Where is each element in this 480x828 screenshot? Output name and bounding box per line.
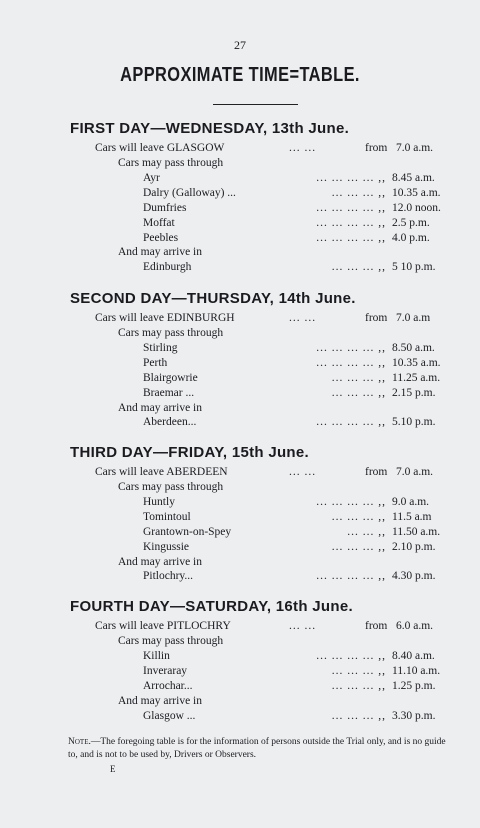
stop-place: Blairgowrie: [143, 372, 198, 384]
leader-dots: ... ... ... ,,: [331, 261, 386, 273]
arrival-time: 3.30 p.m.: [392, 710, 436, 722]
stop-time: 11.10 a.m.: [392, 665, 441, 677]
departure-time: 7.0 a.m: [396, 312, 431, 324]
pass-through-label-row: [0, 481, 480, 495]
day-heading: SECOND DAY—THURSDAY, 14th June.: [70, 290, 356, 307]
footnote-text: —The foregoing table is for the information of persons outside the Trial only, and is no guide to, and is not to be used by, Drivers or Observers.: [68, 737, 446, 760]
departure-time: 6.0 a.m.: [396, 620, 434, 632]
arrival-label: And may arrive in: [118, 556, 202, 568]
stop-place: Tomintoul: [143, 511, 191, 523]
stop-time: 2.5 p.m.: [392, 217, 430, 229]
stop-row: [0, 202, 480, 216]
leader-dots: ... ... ... ,,: [331, 541, 386, 553]
arrival-place: Edinburgh: [143, 261, 192, 273]
stop-place: Dumfries: [143, 202, 187, 214]
departure-row: [0, 142, 480, 156]
arrival-time: 4.30 p.m.: [392, 570, 436, 582]
stop-time: 8.45 a.m.: [392, 172, 435, 184]
arrival-label-row: [0, 695, 480, 709]
from-label: from: [365, 312, 388, 324]
stop-row: [0, 342, 480, 356]
pass-through-label: Cars may pass through: [118, 327, 224, 339]
stop-time: 4.0 p.m.: [392, 232, 430, 244]
leader-dots: ... ... ... ,,: [331, 511, 386, 523]
leader-dots: ... ... ... ,,: [331, 387, 386, 399]
arrival-row: [0, 416, 480, 430]
leader-dots: ... ... ... ... ,,: [316, 570, 386, 582]
stop-row: [0, 496, 480, 510]
stop-row: [0, 526, 480, 540]
arrival-label-row: [0, 402, 480, 416]
signature-mark: E: [110, 764, 116, 774]
leader-dots: ... ... ,,: [347, 526, 386, 538]
pass-through-label: Cars may pass through: [118, 481, 224, 493]
stop-place: Huntly: [143, 496, 175, 508]
stop-time: 10.35 a.m.: [392, 187, 441, 199]
pass-through-label: Cars may pass through: [118, 635, 224, 647]
arrival-label: And may arrive in: [118, 695, 202, 707]
pass-through-label: Cars may pass through: [118, 157, 224, 169]
stop-place: Kingussie: [143, 541, 189, 553]
stop-row: [0, 372, 480, 386]
title-rule: [213, 104, 298, 105]
departure-row: [0, 620, 480, 634]
stop-time: 12.0 noon.: [392, 202, 441, 214]
stop-row: [0, 680, 480, 694]
arrival-place: Glasgow ...: [143, 710, 196, 722]
leader-dots: ... ... ... ... ,,: [316, 650, 386, 662]
leader-dots: ... ... ... ... ,,: [316, 232, 386, 244]
leader-dots: ... ...: [289, 466, 317, 478]
stop-time: 11.25 a.m.: [392, 372, 441, 384]
stop-place: Braemar ...: [143, 387, 195, 399]
leader-dots: ... ... ... ... ,,: [316, 357, 386, 369]
stop-time: 2.10 p.m.: [392, 541, 436, 553]
stop-time: 11.5 a.m: [392, 511, 432, 523]
leader-dots: ... ... ... ... ,,: [316, 202, 386, 214]
leader-dots: ... ...: [289, 620, 317, 632]
page-number: 27: [234, 38, 246, 52]
leader-dots: ... ...: [289, 312, 317, 324]
leader-dots: ... ... ... ... ,,: [316, 172, 386, 184]
stop-place: Ayr: [143, 172, 160, 184]
departure-label: Cars will leave EDINBURGH: [95, 312, 235, 324]
stop-time: 9.0 a.m.: [392, 496, 430, 508]
departure-label: Cars will leave PITLOCHRY: [95, 620, 231, 632]
day-heading: THIRD DAY—FRIDAY, 15th June.: [70, 444, 310, 461]
stop-place: Perth: [143, 357, 168, 369]
stop-row: [0, 541, 480, 555]
from-label: from: [365, 142, 388, 154]
stop-place: Grantown-on-Spey: [143, 526, 232, 538]
departure-time: 7.0 a.m.: [396, 142, 434, 154]
leader-dots: ... ... ... ... ,,: [316, 416, 386, 428]
stop-row: [0, 232, 480, 246]
leader-dots: ... ... ... ,,: [331, 187, 386, 199]
leader-dots: ... ...: [289, 142, 317, 154]
arrival-place: Pitlochry...: [143, 570, 194, 582]
stop-place: Arrochar...: [143, 680, 193, 692]
stop-time: 8.40 a.m.: [392, 650, 435, 662]
footnote-label: Note.: [68, 737, 91, 747]
arrival-place: Aberdeen...: [143, 416, 197, 428]
stop-row: [0, 217, 480, 231]
page-title: APPROXIMATE TIME=TABLE.: [120, 64, 360, 86]
departure-row: [0, 466, 480, 480]
stop-row: [0, 511, 480, 525]
pass-through-label-row: [0, 327, 480, 341]
from-label: from: [365, 620, 388, 632]
arrival-row: [0, 570, 480, 584]
arrival-label: And may arrive in: [118, 402, 202, 414]
stop-place: Dalry (Galloway) ...: [143, 187, 236, 199]
arrival-label-row: [0, 556, 480, 570]
footnote: [68, 736, 448, 762]
leader-dots: ... ... ... ,,: [331, 680, 386, 692]
stop-time: 1.25 p.m.: [392, 680, 436, 692]
leader-dots: ... ... ... ,,: [331, 710, 386, 722]
departure-time: 7.0 a.m.: [396, 466, 434, 478]
day-heading: FOURTH DAY—SATURDAY, 16th June.: [70, 598, 353, 615]
departure-label: Cars will leave GLASGOW: [95, 142, 225, 154]
from-label: from: [365, 466, 388, 478]
stop-place: Inveraray: [143, 665, 188, 677]
stop-place: Stirling: [143, 342, 178, 354]
stop-row: [0, 650, 480, 664]
leader-dots: ... ... ... ,,: [331, 665, 386, 677]
stop-time: 10.35 a.m.: [392, 357, 441, 369]
arrival-time: 5.10 p.m.: [392, 416, 436, 428]
stop-time: 8.50 a.m.: [392, 342, 435, 354]
stop-place: Moffat: [143, 217, 175, 229]
day-heading: FIRST DAY—WEDNESDAY, 13th June.: [70, 120, 350, 137]
arrival-time: 5 10 p.m.: [392, 261, 436, 273]
stop-time: 11.50 a.m.: [392, 526, 441, 538]
stop-row: [0, 172, 480, 186]
leader-dots: ... ... ... ... ,,: [316, 496, 386, 508]
pass-through-label-row: [0, 635, 480, 649]
arrival-label-row: [0, 246, 480, 260]
stop-place: Peebles: [143, 232, 179, 244]
stop-time: 2.15 p.m.: [392, 387, 436, 399]
stop-row: [0, 387, 480, 401]
leader-dots: ... ... ... ... ,,: [316, 217, 386, 229]
stop-row: [0, 665, 480, 679]
pass-through-label-row: [0, 157, 480, 171]
arrival-label: And may arrive in: [118, 246, 202, 258]
stop-row: [0, 187, 480, 201]
departure-label: Cars will leave ABERDEEN: [95, 466, 228, 478]
leader-dots: ... ... ... ... ,,: [316, 342, 386, 354]
leader-dots: ... ... ... ,,: [331, 372, 386, 384]
stop-row: [0, 357, 480, 371]
arrival-row: [0, 261, 480, 275]
arrival-row: [0, 710, 480, 724]
departure-row: [0, 312, 480, 326]
stop-place: Killin: [143, 650, 170, 662]
